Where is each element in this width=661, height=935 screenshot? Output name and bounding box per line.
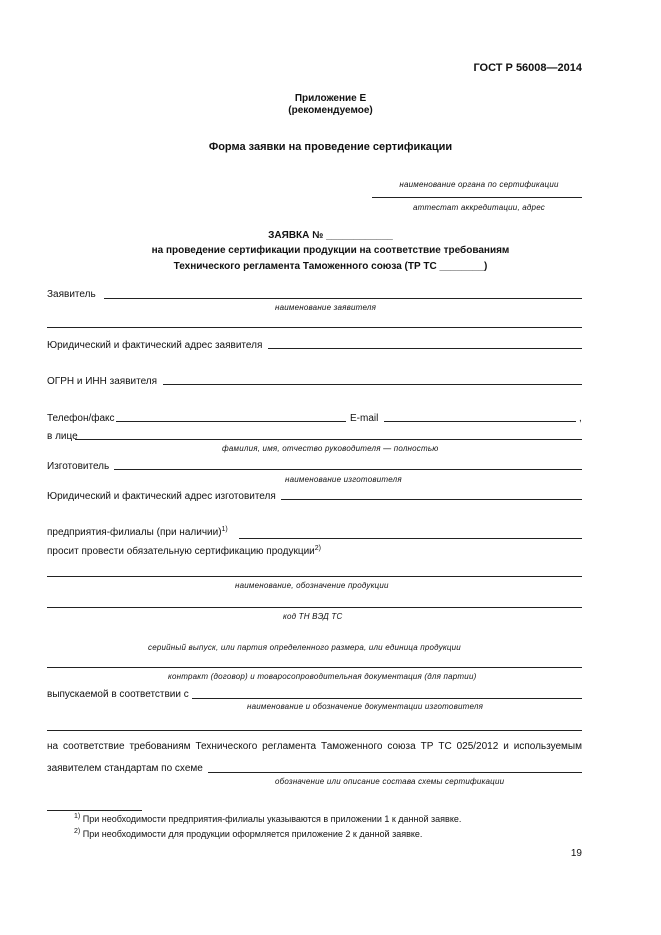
manufacturer-caption: наименование изготовителя — [285, 475, 402, 484]
person-input[interactable] — [75, 439, 582, 440]
scheme-label: заявителем стандартам по схеме — [47, 763, 203, 774]
ogrn-inn-label: ОГРН и ИНН заявителя — [47, 376, 158, 387]
annex-status: (рекомендуемое) — [288, 105, 373, 116]
accreditation-caption: аттестат аккредитации, адрес — [413, 203, 545, 212]
contract-caption: контракт (договор) и товаросопроводительная документация (для партии) — [168, 672, 477, 681]
applicant-label: Заявитель — [47, 289, 96, 300]
batch-caption: серийный выпуск, или партия определенного размера, или единица продукции — [148, 643, 461, 652]
footnote-separator — [47, 810, 142, 811]
product-input[interactable] — [47, 576, 582, 577]
tnved-caption: код ТН ВЭД ТС — [283, 612, 343, 621]
manufacturer-label: Изготовитель — [47, 461, 110, 472]
applicant-caption: наименование заявителя — [275, 303, 377, 312]
scheme-input[interactable] — [208, 772, 582, 773]
manufacturer-input[interactable] — [114, 469, 582, 470]
applicant-address-input[interactable] — [268, 348, 582, 349]
compliance-text: на соответствие требованиям Технического регламента Таможенного союза ТР ТС 025/2012 и используемым — [47, 741, 582, 752]
accreditation-line — [372, 197, 582, 198]
product-caption: наименование, обозначение продукции — [235, 581, 389, 590]
email-comma: , — [579, 413, 582, 424]
applicant-continuation-input[interactable] — [47, 327, 582, 328]
person-caption: фамилия, имя, отчество руководителя — полностью — [222, 444, 439, 453]
documentation-input[interactable] — [47, 730, 582, 731]
scheme-caption: обозначение или описание состава схемы сертификации — [275, 777, 505, 786]
produced-input[interactable] — [192, 698, 582, 699]
application-subtitle-2: Технического регламента Таможенного союза (ТР ТС ________) — [173, 261, 488, 272]
phone-fax-label: Телефон/факс — [47, 413, 115, 424]
applicant-address-label: Юридический и фактический адрес заявителя — [47, 340, 263, 351]
form-title: Форма заявки на проведение сертификации — [208, 141, 453, 153]
branches-label: предприятия-филиалы (при наличии)$^{1)}$ — [47, 526, 228, 538]
applicant-input[interactable] — [104, 298, 582, 299]
produced-caption: наименование и обозначение документации изготовителя — [247, 702, 484, 711]
person-label: в лице — [47, 431, 78, 442]
branches-input[interactable] — [239, 538, 582, 539]
email-input[interactable] — [384, 421, 576, 422]
email-label: E-mail — [350, 413, 379, 424]
tnved-input[interactable] — [47, 607, 582, 608]
footnote-ref-1: 1) — [221, 526, 228, 533]
request-label: просит провести обязательную сертификацию продукции$^{2)}$ — [47, 545, 321, 557]
application-subtitle-1: на проведение сертификации продукции на соответствие требованиям — [151, 245, 510, 256]
org-caption: наименование органа по сертификации — [399, 180, 559, 189]
page-number: 19 — [570, 848, 582, 859]
contract-input[interactable] — [47, 667, 582, 668]
footnote-ref-2: 2) — [314, 545, 321, 552]
footnote-1: $^{1)}$ При необходимости предприятия-филиалы указываются в приложении 1 к данной заявке. — [74, 813, 462, 824]
ogrn-inn-input[interactable] — [163, 384, 582, 385]
phone-fax-input[interactable] — [116, 421, 346, 422]
annex-title: Приложение Е — [294, 93, 367, 104]
footnote-2: $^{2)}$ При необходимости для продукции оформляется приложение 2 к данной заявке. — [74, 828, 423, 839]
application-title: ЗАЯВКА № ____________ — [268, 230, 393, 241]
manufacturer-address-label: Юридический и фактический адрес изготовителя — [47, 491, 276, 502]
produced-label: выпускаемой в соответствии с — [47, 689, 189, 700]
manufacturer-address-input[interactable] — [281, 499, 582, 500]
standard-code: ГОСТ Р 56008—2014 — [473, 62, 582, 74]
